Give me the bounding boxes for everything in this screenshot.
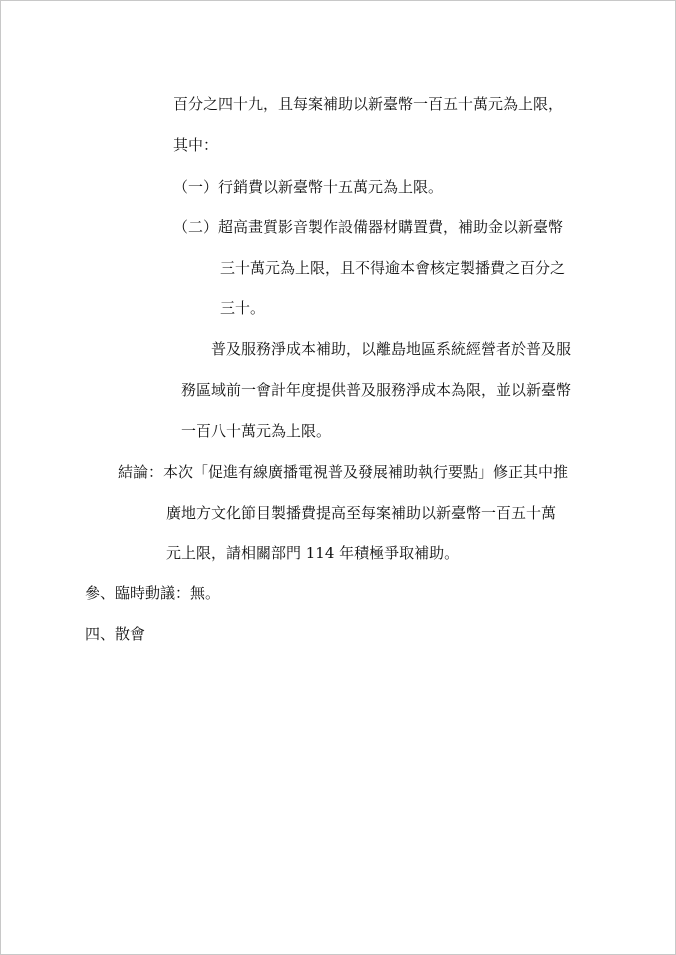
- paragraph-line: 務區域前一會計年度提供普及服務淨成本為限，並以新臺幣: [181, 381, 572, 399]
- text-line: 百分之四十九，且每案補助以新臺幣一百五十萬元為上限，: [173, 95, 564, 113]
- text-line: 三十。: [220, 299, 266, 317]
- conclusion-line: 元上限，請相關部門 114 年積極爭取補助。: [166, 544, 460, 562]
- list-item-2: （二）超高畫質影音製作設備器材購置費，補助金以新臺幣: [173, 218, 564, 236]
- section-heading: 參、臨時動議：無。: [85, 584, 221, 602]
- list-item-1: （一）行銷費以新臺幣十五萬元為上限。: [173, 178, 444, 196]
- paragraph-line: 一百八十萬元為上限。: [181, 422, 332, 440]
- conclusion-line: 廣地方文化節目製播費提高至每案補助以新臺幣一百五十萬: [166, 504, 557, 522]
- section-heading: 四、散會: [85, 625, 146, 643]
- conclusion-line: 結論：本次「促進有線廣播電視普及發展補助執行要點」修正其中推: [118, 463, 569, 481]
- text-line: 其中：: [173, 136, 219, 154]
- text-line: 三十萬元為上限，且不得逾本會核定製播費之百分之: [220, 259, 566, 277]
- paragraph-line: 普及服務淨成本補助，以離島地區系統經營者於普及服: [211, 340, 572, 358]
